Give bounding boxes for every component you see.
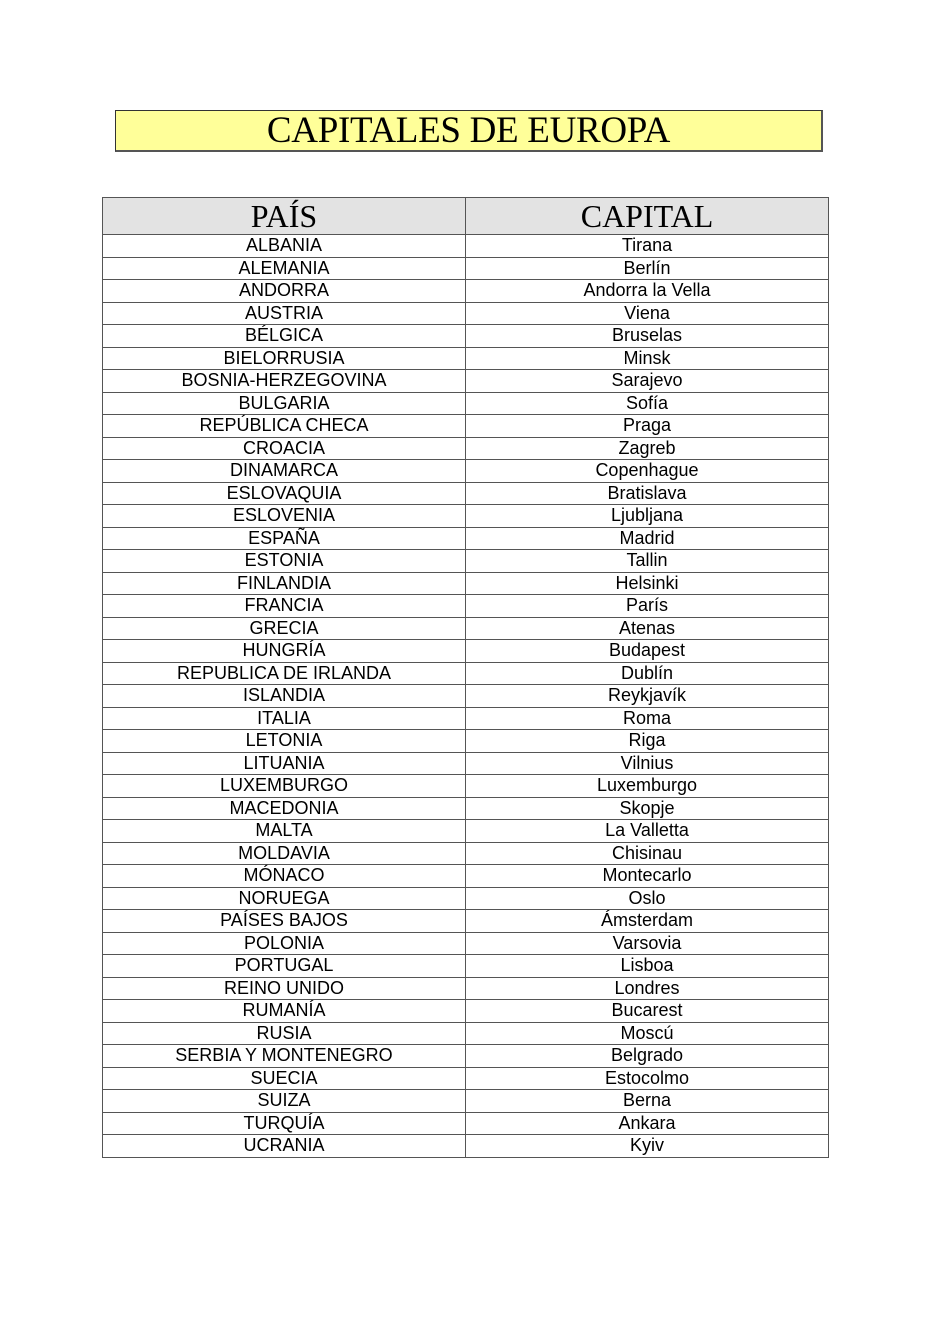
country-cell: BÉLGICA — [103, 325, 466, 348]
table-row — [103, 257, 829, 280]
country-cell: MOLDAVIA — [103, 842, 466, 865]
table-row — [103, 460, 829, 483]
capital-cell: Madrid — [466, 527, 829, 550]
country-cell: SUIZA — [103, 1090, 466, 1113]
table-row — [103, 527, 829, 550]
country-cell: MÓNACO — [103, 865, 466, 888]
table-row — [103, 370, 829, 393]
table-row — [103, 775, 829, 798]
table-row — [103, 797, 829, 820]
column-header-capital: CAPITAL — [466, 198, 829, 235]
capital-cell: Lisboa — [466, 955, 829, 978]
capital-cell: Andorra la Vella — [466, 280, 829, 303]
table-row — [103, 1000, 829, 1023]
capital-cell: Londres — [466, 977, 829, 1000]
capital-cell: Budapest — [466, 640, 829, 663]
table-row — [103, 550, 829, 573]
table-row — [103, 1067, 829, 1090]
country-cell: ALEMANIA — [103, 257, 466, 280]
country-cell: LETONIA — [103, 730, 466, 753]
table-row — [103, 932, 829, 955]
country-cell: SUECIA — [103, 1067, 466, 1090]
country-cell: CROACIA — [103, 437, 466, 460]
country-cell: BOSNIA-HERZEGOVINA — [103, 370, 466, 393]
capitals-table — [102, 197, 829, 1158]
table-row — [103, 235, 829, 258]
capital-cell: Minsk — [466, 347, 829, 370]
country-cell: MACEDONIA — [103, 797, 466, 820]
table-row — [103, 887, 829, 910]
capital-cell: La Valletta — [466, 820, 829, 843]
country-cell: RUMANÍA — [103, 1000, 466, 1023]
country-cell: LUXEMBURGO — [103, 775, 466, 798]
table-row — [103, 955, 829, 978]
table-row — [103, 842, 829, 865]
country-cell: AUSTRIA — [103, 302, 466, 325]
table-row — [103, 595, 829, 618]
table-row — [103, 617, 829, 640]
table-row — [103, 977, 829, 1000]
country-cell: REINO UNIDO — [103, 977, 466, 1000]
table-row — [103, 280, 829, 303]
capital-cell: Zagreb — [466, 437, 829, 460]
capital-cell: Sarajevo — [466, 370, 829, 393]
table-row — [103, 685, 829, 708]
capital-cell: Helsinki — [466, 572, 829, 595]
country-cell: ESPAÑA — [103, 527, 466, 550]
capital-cell: Bucarest — [466, 1000, 829, 1023]
table-row — [103, 325, 829, 348]
column-header-country: PAÍS — [103, 198, 466, 235]
capital-cell: Montecarlo — [466, 865, 829, 888]
country-cell: FRANCIA — [103, 595, 466, 618]
capital-cell: Bratislava — [466, 482, 829, 505]
capital-cell: Ankara — [466, 1112, 829, 1135]
capital-cell: Riga — [466, 730, 829, 753]
capital-cell: Atenas — [466, 617, 829, 640]
capital-cell: Berna — [466, 1090, 829, 1113]
country-cell: ALBANIA — [103, 235, 466, 258]
table-row — [103, 730, 829, 753]
country-cell: REPUBLICA DE IRLANDA — [103, 662, 466, 685]
capital-cell: Kyiv — [466, 1135, 829, 1158]
table-row — [103, 392, 829, 415]
country-cell: DINAMARCA — [103, 460, 466, 483]
country-cell: ITALIA — [103, 707, 466, 730]
country-cell: PAÍSES BAJOS — [103, 910, 466, 933]
capital-cell: Vilnius — [466, 752, 829, 775]
table-row — [103, 437, 829, 460]
capital-cell: Skopje — [466, 797, 829, 820]
table-row — [103, 302, 829, 325]
capital-cell: Praga — [466, 415, 829, 438]
table-row — [103, 640, 829, 663]
country-cell: UCRANIA — [103, 1135, 466, 1158]
capital-cell: Chisinau — [466, 842, 829, 865]
country-cell: PORTUGAL — [103, 955, 466, 978]
country-cell: ESTONIA — [103, 550, 466, 573]
table-row — [103, 1090, 829, 1113]
capital-cell: Belgrado — [466, 1045, 829, 1068]
table-row — [103, 572, 829, 595]
country-cell: ESLOVAQUIA — [103, 482, 466, 505]
country-cell: BIELORRUSIA — [103, 347, 466, 370]
table-row — [103, 482, 829, 505]
table-row — [103, 752, 829, 775]
table-header-row — [103, 198, 829, 235]
capital-cell: Ámsterdam — [466, 910, 829, 933]
table-row — [103, 1022, 829, 1045]
country-cell: ANDORRA — [103, 280, 466, 303]
table-row — [103, 910, 829, 933]
document-title: CAPITALES DE EUROPA — [115, 110, 823, 152]
capital-cell: Bruselas — [466, 325, 829, 348]
country-cell: POLONIA — [103, 932, 466, 955]
table-row — [103, 707, 829, 730]
table-row — [103, 662, 829, 685]
table-row — [103, 1045, 829, 1068]
capital-cell: Viena — [466, 302, 829, 325]
country-cell: FINLANDIA — [103, 572, 466, 595]
country-cell: HUNGRÍA — [103, 640, 466, 663]
table-row — [103, 505, 829, 528]
capital-cell: Berlín — [466, 257, 829, 280]
table-row — [103, 415, 829, 438]
table-body — [103, 235, 829, 1158]
country-cell: GRECIA — [103, 617, 466, 640]
table-row — [103, 347, 829, 370]
capital-cell: Tallin — [466, 550, 829, 573]
table-row — [103, 865, 829, 888]
capital-cell: Reykjavík — [466, 685, 829, 708]
country-cell: LITUANIA — [103, 752, 466, 775]
capital-cell: Tirana — [466, 235, 829, 258]
country-cell: MALTA — [103, 820, 466, 843]
country-cell: ESLOVENIA — [103, 505, 466, 528]
capital-cell: Ljubljana — [466, 505, 829, 528]
capital-cell: Copenhague — [466, 460, 829, 483]
country-cell: RUSIA — [103, 1022, 466, 1045]
capital-cell: Luxemburgo — [466, 775, 829, 798]
capital-cell: Estocolmo — [466, 1067, 829, 1090]
capital-cell: Sofía — [466, 392, 829, 415]
capital-cell: París — [466, 595, 829, 618]
capital-cell: Oslo — [466, 887, 829, 910]
table-row — [103, 820, 829, 843]
country-cell: REPÚBLICA CHECA — [103, 415, 466, 438]
country-cell: NORUEGA — [103, 887, 466, 910]
table-row — [103, 1135, 829, 1158]
table-row — [103, 1112, 829, 1135]
capital-cell: Dublín — [466, 662, 829, 685]
capital-cell: Moscú — [466, 1022, 829, 1045]
country-cell: TURQUÍA — [103, 1112, 466, 1135]
capital-cell: Varsovia — [466, 932, 829, 955]
capital-cell: Roma — [466, 707, 829, 730]
country-cell: BULGARIA — [103, 392, 466, 415]
country-cell: SERBIA Y MONTENEGRO — [103, 1045, 466, 1068]
country-cell: ISLANDIA — [103, 685, 466, 708]
